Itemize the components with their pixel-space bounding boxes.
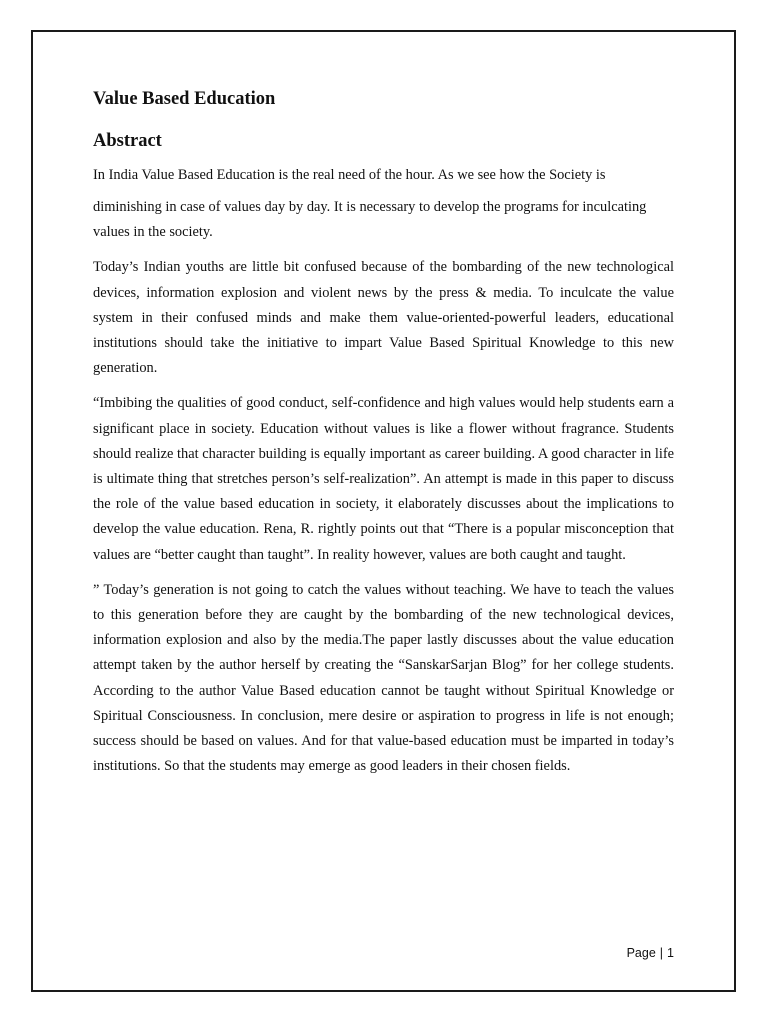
abstract-paragraph-4: Today’s Indian youths are little bit confused because of the bombarding of the new technological devices, information explosion and violent news by the press & media. To inculcate the value system in their confused minds and make them value-oriented-powerful leaders, educational institutions should take the initiative to impart Value Based Spiritual Knowledge to this new generation. bbox=[93, 259, 674, 377]
page-separator: | bbox=[659, 946, 664, 960]
section-heading-abstract: Abstract bbox=[93, 131, 162, 151]
document-body bbox=[93, 86, 674, 779]
page-label: Page bbox=[626, 946, 656, 960]
page-number: 1 bbox=[667, 946, 674, 960]
abstract-paragraph-3: values in the society. bbox=[93, 224, 213, 241]
document-title: Value Based Education bbox=[93, 89, 276, 109]
page-footer bbox=[627, 946, 674, 960]
abstract-paragraph-5: “Imbibing the qualities of good conduct, self-confidence and high values would help students earn a significant place in society. Education without values is like a flower without fragrance. Students should realize that character building is equally important as career building. A good character in life is ultimate thing that stretches person’s self-realization”. An attempt is made in this paper to discuss the role of the value based education in society, it elaborately discusses about the implications to develop the value education. Rena, R. rightly points out that “There is a popular misconception that values are “better caught than taught”. In reality however, values are both caught and taught. bbox=[93, 395, 674, 563]
abstract-paragraph-6: ” Today’s generation is not going to catch the values without teaching. We have to teach the values to this generation before they are caught by the bombarding of the new technological devices, information explosion and also by the media.The paper lastly discusses about the value education attempt taken by the author herself by creating the “SanskarSarjan Blog” for her college students. According to the author Value Based education cannot be taught without Spiritual Knowledge or Spiritual Consciousness. In conclusion, mere desire or aspiration to progress in life is not enough; success should be based on values. And for that value-based education must be imparted in today’s institutions. So that the students may emerge as good leaders in their chosen fields. bbox=[93, 581, 674, 775]
abstract-paragraph-2: diminishing in case of values day by day. It is necessary to develop the programs for inculcating bbox=[93, 199, 647, 216]
abstract-paragraph-1: In India Value Based Education is the real need of the hour. As we see how the Society is bbox=[93, 167, 606, 183]
